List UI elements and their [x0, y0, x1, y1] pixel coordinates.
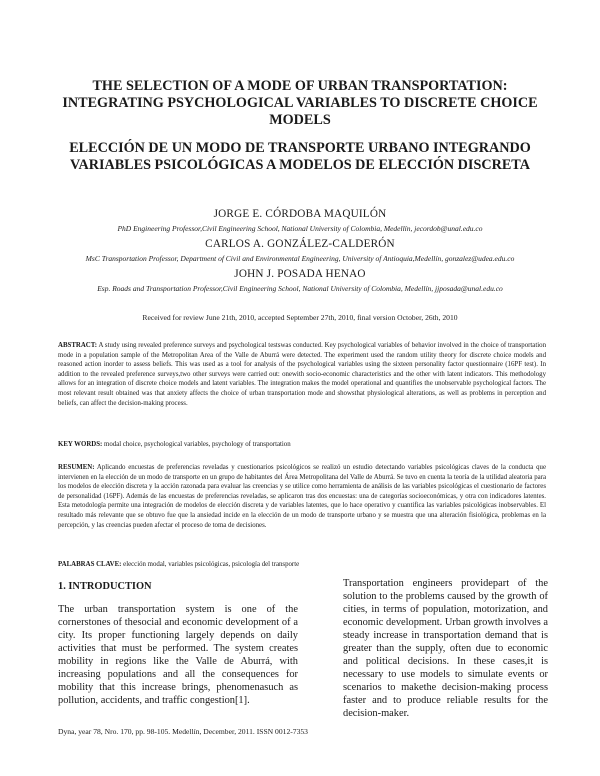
abstract-text: A study using revealed preference surveys and psychological testswas conducted. Key psychological variables of behavior involved in the choice of transportation mode in a population sample of the Metropolitan Area of the Valle de Aburrá were detected. The experiment used the random utility theory for discrete choice models and reasoned action inorder to assess beliefs. This was used as a tool for analysis of the psychological variables using the sixteen personality factor questionnaire (16PF test). In addition to the revealed preference surveys,two other surveys were carried out: onewith socio-economic characteristics and the other with latent indicators. This methodology allows for an integration of discrete choice models and latent variables. The integration makes the model operational and quantifies the unobservable psychological factors. The most relevant result obtained was that anxiety affects the choice of urban transportation mode and showsthat physiological alterations, as well as problems in perception and beliefs, can affect the decision-making process. — [58, 342, 546, 407]
author-affiliation: MsC Transportation Professor, Department of Civil and Environmental Engineering, University of Antioquia,Medellín, gonzalez@udea.edu.co — [85, 254, 515, 263]
abstract — [58, 341, 546, 408]
palabras-text: elección modal, variables psicológicas, psicología del transporte — [121, 561, 300, 568]
abstract-label: ABSTRACT: — [58, 342, 98, 349]
keywords — [58, 440, 546, 450]
author-affiliation: Esp. Roads and Transportation Professor,Civil Engineering School, National University of Colombia, Medellín, jjposada@unal.edu.co — [97, 284, 503, 293]
palabras-label: PALABRAS CLAVE: — [58, 561, 122, 568]
intro-paragraph-left: The urban transportation system is one of the cornerstones of thesocial and economic development of a city. Its proper functioning largely depends on daily activities that must be performed. The system creates mobility in regions like the Valle de Aburrá, with increasing populations and all the consequences for mobility that this increase brings, phenomenasuch as pollution, accidents, and traffic congestion[1]. — [58, 604, 298, 706]
review-dates: Received for review June 21th, 2010, accepted September 27th, 2010, final version October, 26th, 2010 — [142, 313, 458, 322]
resumen — [58, 463, 546, 530]
author-affiliation: PhD Engineering Professor,Civil Engineering School, National University of Colombia, Medellín, jecordob@unal.edu.co — [117, 224, 483, 233]
page-footer: Dyna, year 78, Nro. 170, pp. 98-105. Medellín, December, 2011. ISSN 0012-7353 — [58, 727, 308, 736]
keywords-label: KEY WORDS: — [58, 441, 103, 448]
right-column — [343, 577, 548, 720]
title-spanish: ELECCIÓN DE UN MODO DE TRANSPORTE URBANO INTEGRANDO VARIABLES PSICOLÓGICAS A MODELOS DE ELECCIÓN DISCRETA — [69, 140, 531, 173]
resumen-label: RESUMEN: — [58, 464, 95, 471]
palabras-clave — [58, 560, 546, 570]
intro-paragraph-right: Transportation engineers providepart of the solution to the problems caused by the growth of cities, in terms of population, motorization, and economic development. Urban growth involves a steady increase in transportation demand that is greater than the supply, often due to economic and political decisions. In these cases,it is necessary to use models to simulate events or scenarios to makethe decision-making process faster and to produce reliable results for the decision-maker. — [343, 578, 548, 719]
left-column — [58, 577, 298, 707]
author-name: JORGE E. CÓRDOBA MAQUILÓN — [213, 208, 387, 220]
title-english: THE SELECTION OF A MODE OF URBAN TRANSPORTATION: INTEGRATING PSYCHOLOGICAL VARIABLES TO DISCRETE CHOICE MODELS — [62, 78, 538, 128]
section-heading: 1. INTRODUCTION — [58, 581, 152, 592]
author-name: JOHN J. POSADA HENAO — [234, 268, 366, 280]
resumen-text: Aplicando encuestas de preferencias reveladas y cuestionarios psicológicos se realizó un estudio detectando variables psicológicas claves de la conducta que intervienen en la elección de un modo de transporte en un grupo de habitantes del Área Metropolitana del Valle de Aburrá. Se tuvo en cuenta la teoría de la utilidad aleatoria para los modelos de elección discreta y la acción razonada para evaluar las creencias y se utilice como herramienta de análisis de las variables psicológicas el cuestionario de factores de personalidad (16PF). Además de las encuestas de preferencias reveladas, se aplicaron tras dos encuestas: una de categorías socioeconómicas, y otra con indicadores latentes. Esta metodología permite una integración de modelos de elección discreta y de variables latentes, que lo hace operativo y cuantifica las variables psicológicas inobservables. El resultado más relevante que se obtuvo fue que la ansiedad incide en la elección de un modo de transporte urbano y se muestra que una alteración fisiológica, problemas en la percepción, y las creencias pueden afectar el proceso de toma de decisiones. — [58, 464, 546, 529]
author-name: CARLOS A. GONZÁLEZ-CALDERÓN — [205, 238, 395, 250]
keywords-text: modal choice, psychological variables, psychology of transportation — [102, 441, 291, 448]
